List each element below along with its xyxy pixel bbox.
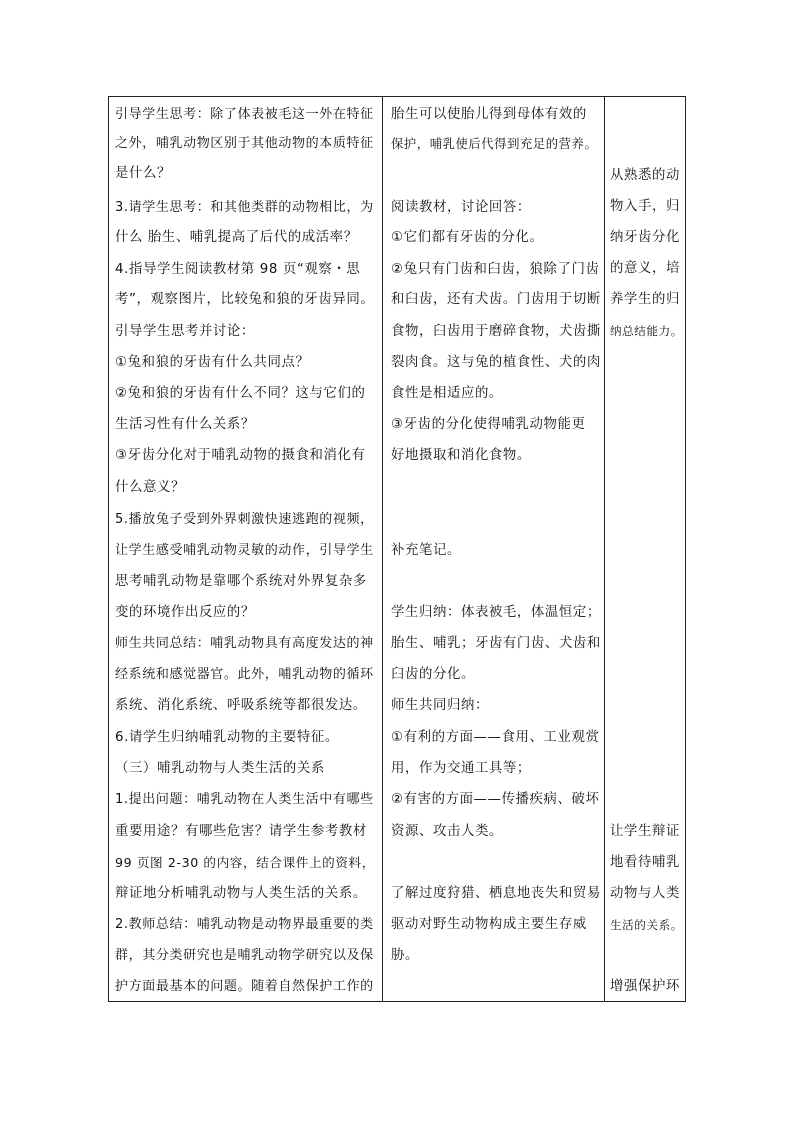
text-line: 系统、消化系统、呼吸系统等都很发达。: [115, 698, 367, 713]
text-line: 增强保护环: [610, 979, 680, 994]
text-line: 驱动对野生动物构成主要生存威: [391, 917, 587, 932]
text-line: 辩证地分析哺乳动物与人类生活的关系。: [115, 886, 367, 901]
text-line: 考”，观察图片，比较兔和狼的牙齿异同。: [115, 292, 375, 307]
text-line: 保护，哺乳使后代得到充足的营养。: [391, 137, 598, 151]
text-line: 重要用途？有哪些危害？请学生参考教材: [115, 824, 367, 839]
text-line: 纳牙齿分化: [610, 230, 680, 245]
section-heading: （三）哺乳动物与人类生活的关系: [115, 761, 325, 776]
text-line: 好地摄取和消化食物。: [391, 448, 531, 463]
text-line: 护方面最基本的问题。随着自然保护工作的: [115, 979, 374, 994]
text-line: 食性是相适应的。: [391, 386, 503, 401]
text-line: 4.指导学生阅读教材第 98 页“观察・思: [115, 262, 361, 277]
text-line: 6.请学生归纳哺乳动物的主要特征。: [115, 730, 339, 745]
text-line: 胎生可以使胎儿得到母体有效的: [391, 107, 587, 122]
text-line: 的意义，培: [610, 261, 680, 276]
text-line: 让学生感受哺乳动物灵敏的动作，引导学生: [115, 543, 374, 558]
text-line: 思考哺乳动物是靠哪个系统对外界复杂多: [115, 574, 367, 589]
text-line: 什么 胎生、哺乳提高了后代的成活率？: [115, 230, 358, 245]
text-line: 99 页图 2-30 的内容，结合课件上的资料，: [115, 855, 375, 870]
text-line: 资源、攻击人类。: [391, 824, 503, 839]
text-line: ②兔和狼的牙齿有什么不同？这与它们的: [115, 386, 366, 401]
text-line: 学生归纳：体表被毛，体温恒定；: [391, 605, 601, 620]
text-line: 1.提出问题：哺乳动物在人类生活中有哪些: [115, 792, 374, 807]
text-line: 之外，哺乳动物区别于其他动物的本质特征: [115, 136, 374, 151]
text-line: 物入手，归: [610, 199, 680, 214]
text-line: 引导学生思考并讨论：: [115, 324, 255, 339]
text-line: ①有利的方面——食用、工业观赏: [391, 730, 600, 745]
text-line: ②兔只有门齿和臼齿，狼除了门齿: [391, 262, 600, 277]
text-line: 生活的关系。: [610, 918, 683, 932]
text-line: 补充笔记。: [391, 543, 461, 558]
text-line: 5.播放兔子受到外界刺激快速逃跑的视频，: [115, 512, 374, 527]
text-line: 什么意义？: [115, 480, 185, 495]
text-line: 地看待哺乳: [610, 855, 680, 870]
text-line: 从熟悉的动: [610, 168, 680, 183]
text-line: 阅读教材，讨论回答：: [391, 200, 531, 215]
text-line: ③牙齿分化对于哺乳动物的摄食和消化有: [115, 448, 366, 463]
column-divider: [382, 97, 383, 1001]
text-line: 臼齿的分化。: [391, 667, 475, 682]
text-line: 了解过度狩猎、栖息地丧失和贸易: [391, 886, 601, 901]
text-line: ①兔和狼的牙齿有什么共同点？: [115, 355, 310, 370]
text-line: 2.教师总结：哺乳动物是动物界最重要的类: [115, 917, 374, 932]
text-line: 3.请学生思考：和其他类群的动物相比，为: [115, 200, 374, 215]
text-line: 用，作为交通工具等；: [391, 761, 531, 776]
text-line: 养学生的归: [610, 292, 680, 307]
text-line: 胎生、哺乳；牙齿有门齿、犬齿和: [391, 636, 601, 651]
text-line: 食物，臼齿用于磨碎食物，犬齿撕: [391, 324, 601, 339]
text-line: 让学生辩证: [610, 824, 680, 839]
text-line: 师生共同归纳：: [391, 698, 489, 713]
text-line: 群，其分类研究也是哺乳动物学研究以及保: [115, 948, 374, 963]
text-line: 师生共同总结：哺乳动物具有高度发达的神: [115, 636, 374, 651]
text-line: ①它们都有牙齿的分化。: [391, 230, 544, 245]
text-line: 动物与人类: [610, 886, 680, 901]
column-divider: [604, 97, 605, 1001]
text-line: 引导学生思考：除了体表被毛这一外在特征: [115, 107, 374, 122]
lesson-plan-table: [108, 96, 686, 1002]
text-line: 生活习性有什么关系？: [115, 417, 255, 432]
text-line: 变的环境作出反应的？: [115, 605, 255, 620]
text-line: ②有害的方面——传播疾病、破坏: [391, 792, 600, 807]
text-line: 胁。: [391, 948, 419, 963]
text-line: 是什么？: [115, 166, 171, 181]
text-line: 和臼齿，还有犬齿。门齿用于切断: [391, 292, 601, 307]
text-line: ③牙齿的分化使得哺乳动物能更: [391, 417, 586, 432]
text-line: 纳总结能力。: [610, 324, 683, 338]
text-line: 经系统和感觉器官。此外，哺乳动物的循环: [115, 667, 374, 682]
text-line: 裂肉食。这与兔的植食性、犬的肉: [391, 355, 601, 370]
